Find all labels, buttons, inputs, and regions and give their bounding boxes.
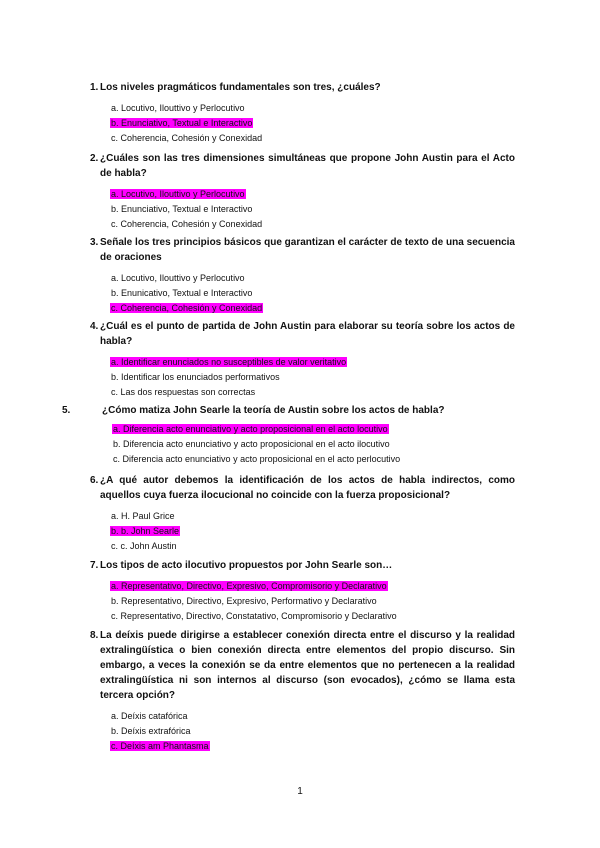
option-c: c. Diferencia acto enunciativo y acto proposicional en el acto perlocutivo <box>113 454 401 464</box>
question-text: ¿Cuál es el punto de partida de John Austin para elaborar su teoría sobre los actos de habla? <box>100 321 515 347</box>
option-list <box>110 579 515 624</box>
question-number: 5. <box>62 405 71 416</box>
question-text: Los niveles pragmáticos fundamentales son tres, ¿cuáles? <box>100 82 381 93</box>
option-c: c. Coherencia, Cohesión y Conexidad <box>111 219 263 229</box>
question-number: 2. <box>90 153 99 164</box>
question-6 <box>90 473 515 554</box>
option-list <box>110 187 515 232</box>
option-c: c. Deíxis am Phantasma <box>111 741 209 751</box>
option-list <box>110 709 515 754</box>
option-b: b. Identificar los enunciados performativos <box>111 372 280 382</box>
question-4 <box>90 319 515 400</box>
question-8 <box>90 628 515 754</box>
option-b: b. b. John Searle <box>111 526 180 536</box>
question-number: 6. <box>90 475 99 486</box>
option-b: b. Diferencia acto enunciativo y acto proposicional en el acto ilocutivo <box>113 439 390 449</box>
option-c: c. Coherencia, Cohesión y Conexidad <box>111 133 263 143</box>
question-1 <box>90 80 515 146</box>
question-number: 4. <box>90 321 99 332</box>
option-a: a. Representativo, Directivo, Expresivo, Compromisorio y Declarativo <box>111 581 387 591</box>
option-list <box>110 509 515 554</box>
option-c: c. Coherencia, Cohesión y Conexidad <box>111 303 263 313</box>
option-b: b. Enunicativo, Textual e Interactivo <box>111 288 253 298</box>
option-a: a. H. Paul Grice <box>111 511 175 521</box>
option-c: c. c. John Austin <box>111 541 177 551</box>
question-text: Señale los tres principios básicos que garantizan el carácter de texto de una secuencia de oraciones <box>100 237 515 263</box>
option-b: b. Enunciativo, Textual e Interactivo <box>111 204 253 214</box>
option-a: a. Identificar enunciados no susceptibles de valor veritativo <box>111 357 347 367</box>
option-list <box>110 355 515 400</box>
option-list <box>110 101 515 146</box>
option-list <box>110 271 515 316</box>
option-a: a. Locutivo, Ilouttivo y Perlocutivo <box>111 189 245 199</box>
page-number: 1 <box>297 786 303 797</box>
question-5 <box>62 403 524 467</box>
option-list <box>112 422 524 467</box>
option-b: b. Deíxis extrafórica <box>111 726 191 736</box>
question-number: 8. <box>90 630 99 641</box>
question-text: ¿A qué autor debemos la identificación de los actos de habla indirectos, como aquellos cuya fuerza ilocucional no coincide con la fuerza proposicional? <box>100 475 515 501</box>
option-a: a. Locutivo, Ilouttivo y Perlocutivo <box>111 103 245 113</box>
question-text: ¿Cómo matiza John Searle la teoría de Austin sobre los actos de habla? <box>102 405 445 416</box>
question-text: ¿Cuáles son las tres dimensiones simultáneas que propone John Austin para el Acto de habla? <box>100 153 515 179</box>
question-2 <box>90 151 515 232</box>
question-7 <box>90 558 515 624</box>
question-number: 3. <box>90 237 99 248</box>
question-number: 7. <box>90 560 99 571</box>
option-a: a. Deíxis catafórica <box>111 711 188 721</box>
question-3 <box>90 235 515 316</box>
question-number: 1. <box>90 82 99 93</box>
option-a: a. Diferencia acto enunciativo y acto proposicional en el acto locutivo <box>113 424 388 434</box>
question-text: Los tipos de acto ilocutivo propuestos por John Searle son… <box>100 560 393 571</box>
question-text: La deíxis puede dirigirse a establecer conexión directa entre el discurso y la realidad extralingüística o bien conexión directa entre elementos del propio discurso. Sin embargo, a veces la conexión se da entre elementos que no pertenecen a la realidad extralingüística ni son internos al discurso (son evocados), ¿cómo se llama esta tercera opción? <box>100 630 515 701</box>
option-b: b. Enunciativo, Textual e Interactivo <box>111 118 253 128</box>
option-c: c. Representativo, Directivo, Constatativo, Compromisorio y Declarativo <box>111 611 397 621</box>
option-b: b. Representativo, Directivo, Expresivo, Performativo y Declarativo <box>111 596 377 606</box>
option-a: a. Locutivo, Ilouttivo y Perlocutivo <box>111 273 245 283</box>
option-c: c. Las dos respuestas son correctas <box>111 387 256 397</box>
